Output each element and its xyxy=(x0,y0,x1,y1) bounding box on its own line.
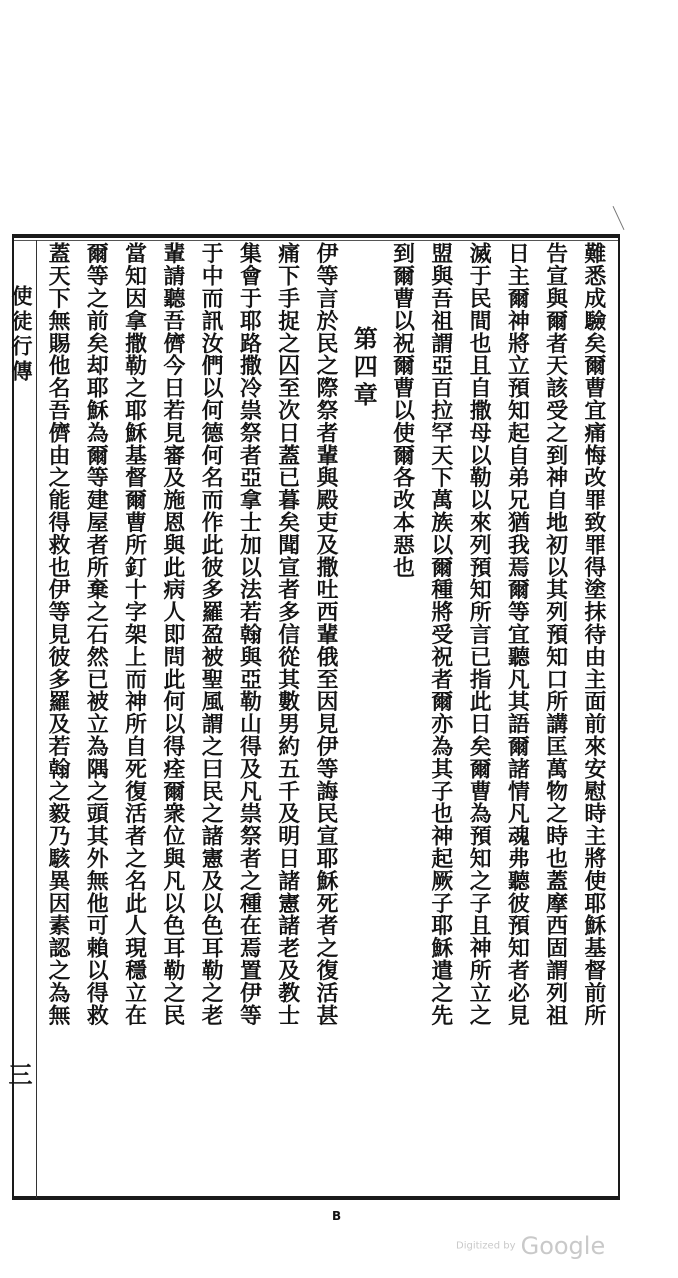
text-column: 日主爾神將立預知起自弟兄猶我焉爾等宜聽凡其語爾諸情凡魂弗聽彼預知者必見 xyxy=(504,242,530,1026)
book-title: 使徒行傳 xyxy=(9,285,34,385)
text-column: 集會于耶路撒冷祟祭者亞拿士加以法若翰與亞勒山得及凡祟祭者之種在焉置伊等 xyxy=(236,242,262,1026)
top-border xyxy=(12,234,620,238)
page-corner-mark xyxy=(613,206,625,230)
text-column: 到爾曹以祝爾曹以使爾各改本惡也 xyxy=(389,242,415,578)
top-border-inner xyxy=(12,240,620,241)
chapter-heading: 第四章 xyxy=(349,326,379,410)
text-column: 難悉成驗矣爾曹宜痛悔改罪致罪得塗抹待由主面前來安慰時主將使耶穌基督前所 xyxy=(580,242,606,1026)
right-border xyxy=(618,234,620,1200)
main-text xyxy=(36,242,616,1194)
text-column: 當知因拿撒勒之耶穌基督爾曹所釘十字架上而神所自死復活者之名此人現穩立在 xyxy=(121,242,147,1026)
bottom-border xyxy=(12,1196,620,1200)
text-column: 盟與吾祖謂亞百拉罕天下萬族以爾種將受祝者爾亦為其子也神起厥子耶穌遣之先 xyxy=(427,242,453,1026)
digitization-watermark xyxy=(456,1232,605,1260)
text-column: 于中而訊汝們以何德何名而作此彼多羅盈被聖風謂之曰民之諸憲及以色耳勒之老 xyxy=(198,242,224,1026)
text-column: 蓋天下無賜他名吾儕由之能得救也伊等見彼多羅及若翰之毅乃駭異因素認之為無 xyxy=(45,242,70,1026)
text-column: 滅于民間也且自撒母以勒以來列預知所言已指此日矣爾曹為預知之子且神所立之 xyxy=(466,242,492,1026)
signature-mark: B xyxy=(332,1209,342,1223)
page-number: 三 xyxy=(4,1062,33,1086)
watermark-prefix: Digitized by xyxy=(456,1240,516,1252)
text-column: 痛下手捉之囚至次日蓋已暮矣聞宣者多信從其數男約五千及明日諸憲諸老及教士 xyxy=(274,242,300,1026)
text-column: 輩請聽吾儕今日若見審及施恩與此病人即問此何以得痊爾衆位與凡以色耳勒之民 xyxy=(159,242,185,1026)
text-column: 爾等之前矣却耶穌為爾等建屋者所棄之石然已被立為隅之頭其外無他可賴以得救 xyxy=(83,242,109,1026)
google-logo: Google xyxy=(520,1232,606,1260)
text-column: 告宣與爾者天該受之到神自地初以其列預知口所講匡萬物之時也蓋摩西固謂列祖 xyxy=(542,242,568,1026)
text-column: 伊等言於民之際祭者輩與殿吏及撒吐西輩俄至因見伊等誨民宣耶穌死者之復活甚 xyxy=(312,242,338,1026)
